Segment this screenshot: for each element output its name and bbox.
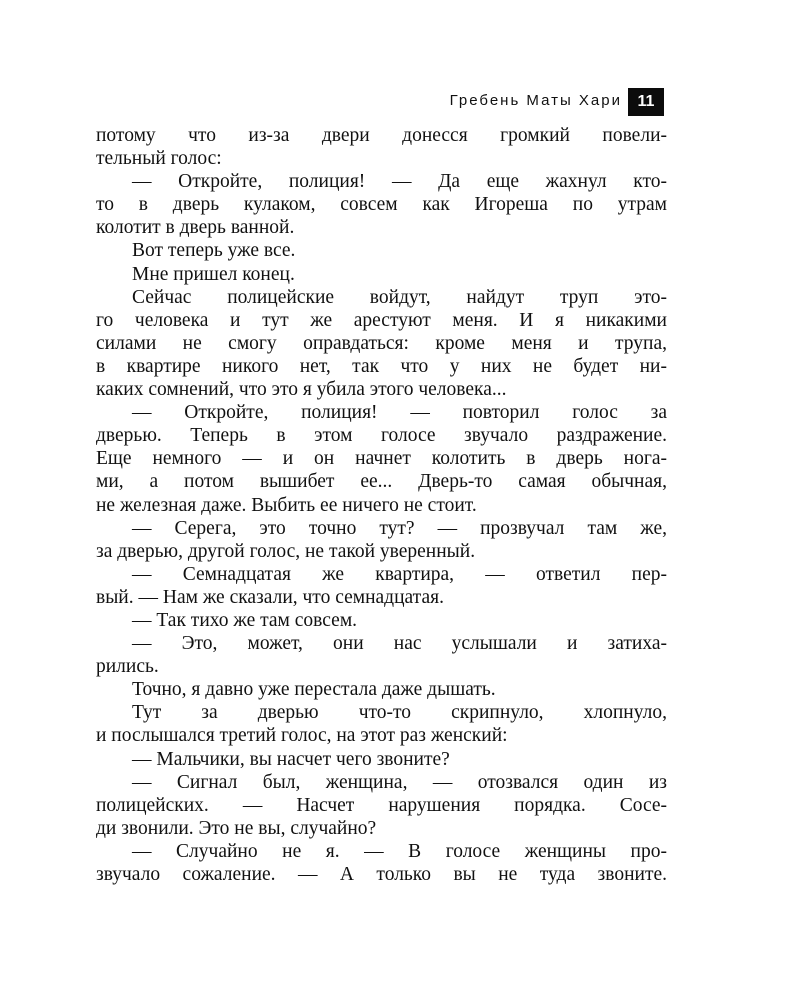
text-line: силами не смогу оправдаться: кроме меня и трупа, [96,332,667,354]
text-line: Еще немного — и он начнет колотить в дверь нога- [96,448,667,470]
text-line: Тут за дверью что-то скрипнуло, хлопнуло, [132,702,667,724]
running-head [0,88,800,118]
text-line: не железная даже. Выбить ее ничего не стоит. [96,494,477,516]
text-line: колотит в дверь ванной. [96,217,295,239]
text-line: полицейских. — Насчет нарушения порядка. Сосе- [96,794,667,816]
text-line: — Случайно не я. — В голосе женщины про- [132,840,667,862]
text-line: — Мальчики, вы насчет чего звоните? [132,748,450,770]
running-title: Гребень Маты Хари [449,92,622,109]
text-line: в квартире никого нет, так что у них не будет ни- [96,355,667,377]
text-line: го человека и тут же арестуют меня. И я никакими [96,309,667,331]
body-text [96,124,667,886]
text-line: — Откройте, полиция! — Да еще жахнул кто- [132,171,667,193]
text-line: Сейчас полицейские войдут, найдут труп это- [132,286,667,308]
text-line: рились. [96,656,159,678]
text-line: ми, а потом вышибет ее... Дверь-то самая обычная, [96,471,667,493]
text-line: ди звонили. Это не вы, случайно? [96,817,377,839]
text-line: потому что из-за двери донесся громкий повели- [96,125,667,146]
text-line: тельный голос: [96,148,222,170]
text-line: звучало сожаление. — А только вы не туда звоните. [96,864,667,885]
text-line: и послышался третий голос, на этот раз женский: [96,725,508,747]
text-line: — Серега, это точно тут? — прозвучал там же, [132,517,667,539]
text-line: то в дверь кулаком, совсем как Игореша по утрам [96,194,667,216]
text-line: — Сигнал был, женщина, — отозвался один из [132,771,667,793]
text-line: — Это, может, они нас услышали и затиха- [132,633,667,655]
text-line: дверью. Теперь в этом голосе звучало раздражение. [96,425,667,447]
page-number: 11 [628,88,664,116]
text-line: вый. — Нам же сказали, что семнадцатая. [96,586,444,608]
text-line: Точно, я давно уже перестала даже дышать. [132,679,496,701]
text-line: Вот теперь уже все. [132,240,296,262]
text-line: — Откройте, полиция! — повторил голос за [132,402,667,424]
text-line: за дверью, другой голос, не такой уверенный. [96,540,476,562]
text-line: каких сомнений, что это я убила этого человека... [96,379,507,401]
text-line: — Семнадцатая же квартира, — ответил пер- [132,563,667,585]
text-line: — Так тихо же там совсем. [132,609,358,631]
text-line: Мне пришел конец. [132,263,295,285]
